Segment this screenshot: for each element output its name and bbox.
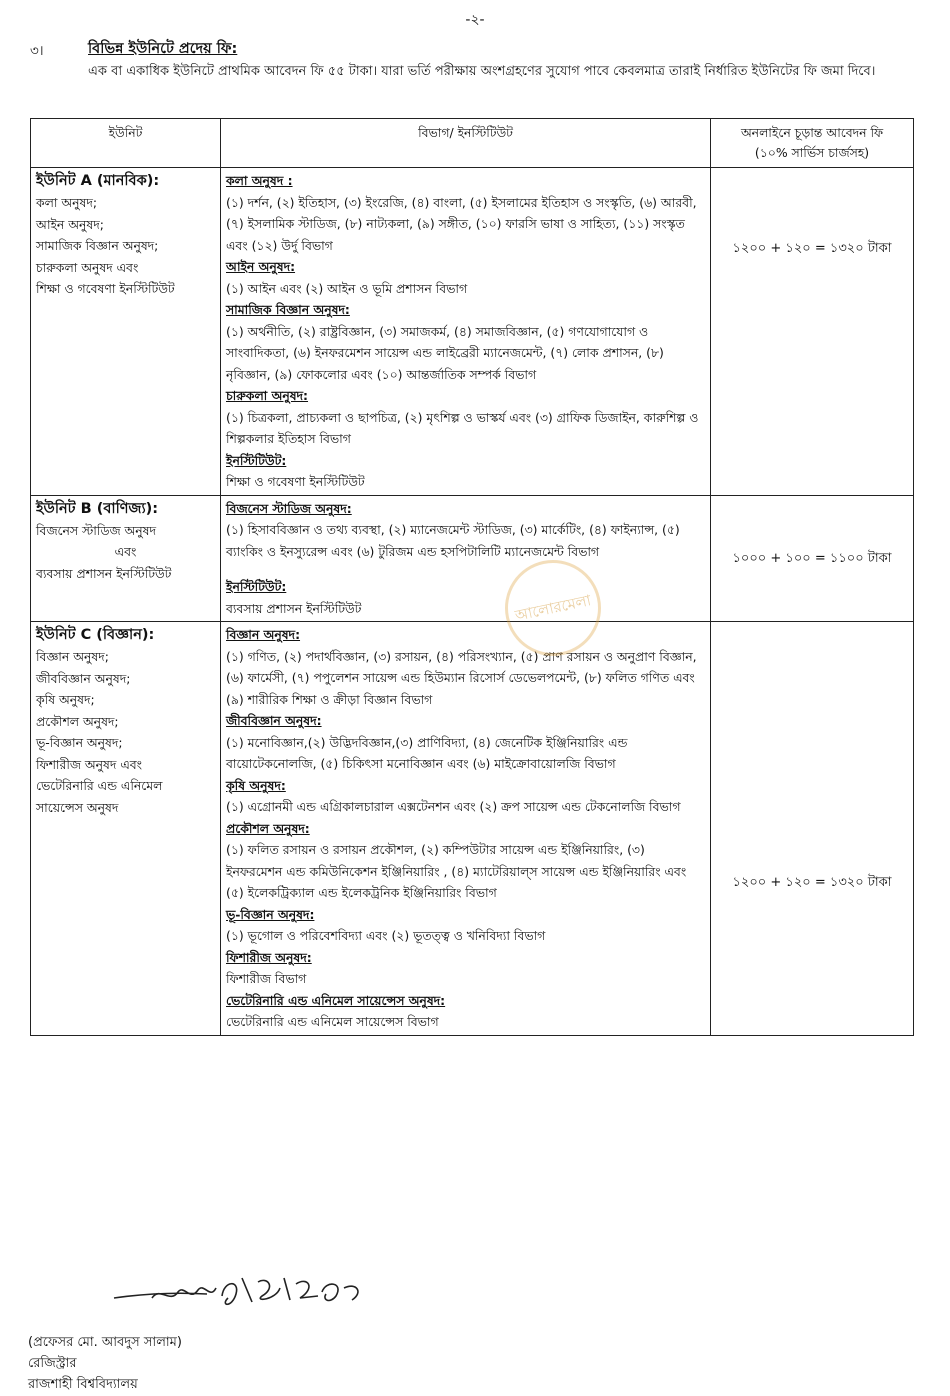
unit-b-line: এবং	[114, 544, 137, 559]
faculty-label: কলা অনুষদ :	[226, 173, 293, 188]
unit-c-cell	[31, 622, 221, 1036]
signatory-block	[28, 1332, 182, 1395]
faculty-departments: শিক্ষা ও গবেষণা ইনস্টিটিউট	[226, 474, 365, 489]
unit-c-line: বিজ্ঞান অনুষদ;	[36, 649, 109, 664]
unit-c-departments	[221, 622, 711, 1036]
header-department: বিভাগ/ ইনস্টিটিউট	[221, 119, 711, 168]
faculty-departments: ব্যবসায় প্রশাসন ইনস্টিটিউট	[226, 600, 362, 616]
faculty-departments: (১) চিত্রকলা, প্রাচ্যকলা ও ছাপচিত্র, (২) মৃৎশিল্প ও ভাস্কর্য এবং (৩) গ্রাফিক ডিজাইন, কারুশিল্প ও শিল্পকলার ইতিহাস বিভাগ	[226, 409, 699, 446]
faculty-departments: ফিশারীজ বিভাগ	[226, 971, 307, 986]
unit-a-line: সামাজিক বিজ্ঞান অনুষদ;	[36, 238, 159, 253]
faculty-departments: (১) অর্থনীতি, (২) রাষ্ট্রবিজ্ঞান, (৩) সমাজকর্ম, (৪) সমাজবিজ্ঞান, (৫) গণযোগাযোগ ও সাংবাদিকতা, (৬) ইনফরমেশন সায়েন্স এন্ড লাইব্রেরী ম্যানেজমেন্ট, (৭) লোক প্রশাসন, (৮) নৃবিজ্ঞান, (৯) ফোকলোর এবং (১০) আন্তর্জাতিক সম্পর্ক বিভাগ	[226, 323, 664, 382]
faculty-label: জীববিজ্ঞান অনুষদ:	[226, 713, 322, 728]
faculty-label: ফিশারীজ অনুষদ:	[226, 949, 312, 965]
faculty-label: চারুকলা অনুষদ:	[226, 388, 309, 403]
header-fee	[711, 119, 914, 168]
unit-c-line: সায়েন্সেস অনুষদ	[36, 799, 119, 815]
faculty-departments: (১) দর্শন, (২) ইতিহাস, (৩) ইংরেজি, (৪) বাংলা, (৫) ইসলামের ইতিহাস ও সংস্কৃতি, (৬) আরবী, (৭) ইসলামিক স্টাডিজ, (৮) নাট্যকলা, (৯) সঙ্গীত, (১০) ফারসি ভাষা ও সাহিত্য, (১১) সংস্কৃত এবং (১২) উর্দু বিভাগ	[226, 194, 697, 253]
unit-b-fee: ১০০০ + ১০০ = ১১০০ টাকা	[711, 495, 914, 622]
header-fee-line1: অনলাইনে চূড়ান্ত আবেদন ফি	[740, 125, 884, 140]
faculty-label: সামাজিক বিজ্ঞান অনুষদ:	[226, 302, 350, 317]
unit-c-line: ভেটেরিনারি এন্ড এনিমেল	[36, 778, 163, 793]
header-fee-line2: (১০% সার্ভিস চার্জসহ)	[754, 145, 870, 160]
faculty-departments: ভেটেরিনারি এন্ড এনিমেল সায়েন্সেস বিভাগ	[226, 1014, 439, 1029]
signatory-designation: রেজিস্ট্রার	[28, 1356, 77, 1371]
unit-c-line: ফিশারীজ অনুষদ এবং	[36, 756, 142, 772]
unit-a-line: আইন অনুষদ;	[36, 216, 104, 232]
table-header-row	[31, 119, 914, 168]
faculty-label: ইনস্টিটিউট:	[226, 452, 287, 468]
unit-a-cell	[31, 168, 221, 496]
faculty-departments: (১) মনোবিজ্ঞান,(২) উদ্ভিদবিজ্ঞান,(৩) প্রাণিবিদ্যা, (৪) জেনেটিক ইঞ্জিনিয়ারিং এন্ড বায়োটেকনোলজি, (৫) চিকিৎসা মনোবিজ্ঞান এবং (৬) মাইক্রোবায়োলজি বিভাগ	[226, 734, 628, 771]
unit-c-line: কৃষি অনুষদ;	[36, 692, 95, 707]
signature-image	[112, 1258, 372, 1328]
faculty-departments: (১) হিসাববিজ্ঞান ও তথ্য ব্যবস্থা, (২) ম্যানেজমেন্ট স্টাডিজ, (৩) মার্কেটিং, (৪) ফাইন্যান্স, (৫) ব্যাংকিং ও ইনস্যুরেন্স এবং (৬) টুরিজম এন্ড হসপিটালিটি ম্যানেজমেন্ট বিভাগ	[226, 522, 680, 559]
unit-a-line: চারুকলা অনুষদ এবং	[36, 259, 139, 275]
header-unit: ইউনিট	[31, 119, 221, 168]
unit-b-line: ব্যবসায় প্রশাসন ইনস্টিটিউট	[36, 565, 172, 581]
unit-b-title: ইউনিট B (বাণিজ্য):	[36, 500, 159, 517]
unit-a-fee: ১২০০ + ১২০ = ১৩২০ টাকা	[711, 168, 914, 496]
faculty-departments: (১) ভূগোল ও পরিবেশবিদ্যা এবং (২) ভূতত্ত্ব ও খনিবিদ্যা বিভাগ	[226, 928, 546, 943]
unit-a-title: ইউনিট A (মানবিক):	[36, 173, 160, 189]
faculty-departments: (১) আইন এবং (২) আইন ও ভূমি প্রশাসন বিভাগ	[226, 280, 468, 296]
faculty-label: কৃষি অনুষদ:	[226, 777, 286, 793]
page-number: -২-	[465, 12, 485, 28]
faculty-departments: (১) ফলিত রসায়ন ও রসায়ন প্রকৌশল, (২) কম্পিউটার সায়েন্স এন্ড ইঞ্জিনিয়ারিং, (৩) ইনফরমেশন এন্ড কমিউনিকেশন ইঞ্জিনিয়ারিং , (৪) ম্যাটেরিয়াল্স সায়েন্স এন্ড ইঞ্জিনিয়ারিং এবং (৫) ইলেকট্রিক্যাল এন্ড ইলেকট্রনিক ইঞ্জিনিয়ারিং বিভাগ	[226, 842, 687, 900]
unit-a-line: শিক্ষা ও গবেষণা ইনস্টিটিউট	[36, 281, 175, 296]
faculty-departments: (১) গণিত, (২) পদার্থবিজ্ঞান, (৩) রসায়ন, (৪) পরিসংখ্যান, (৫) প্রাণ রসায়ন ও অনুপ্রাণ বিজ্ঞান, (৬) ফার্মেসী, (৭) পপুলেশন সায়েন্স এন্ড হিউম্যান রিসোর্স ডেভেলপমেন্ট, (৮) ফলিত গণিত এবং (৯) শারীরিক শিক্ষা ও ক্রীড়া বিজ্ঞান বিভাগ	[226, 648, 697, 707]
table-row-unit-a	[31, 168, 914, 496]
faculty-label: আইন অনুষদ:	[226, 259, 296, 274]
table-row-unit-c	[31, 622, 914, 1036]
faculty-departments: (১) এগ্রোনমী এন্ড এগ্রিকালচারাল এক্সটেনশন এবং (২) ক্রপ সায়েন্স এন্ড টেকনোলজি বিভাগ	[226, 799, 681, 814]
faculty-label: ইনস্টিটিউট:	[226, 579, 287, 594]
faculty-label: প্রকৌশল অনুষদ:	[226, 820, 310, 836]
watermark-stamp: আলোরমেলা	[496, 551, 610, 665]
section-paragraph: এক বা একাধিক ইউনিটে প্রাথমিক আবেদন ফি ৫৫ টাকা। যারা ভর্তি পরীক্ষায় অংশগ্রহণের সুযোগ পাবে কেবলমাত্র তারাই নির্ধারিত ইউনিটের ফি জমা দিবে।	[88, 64, 876, 79]
fee-table	[30, 118, 914, 1036]
faculty-label: ভেটেরিনারি এন্ড এনিমেল সায়েন্সেস অনুষদ:	[226, 992, 446, 1008]
unit-c-line: ভূ-বিজ্ঞান অনুষদ;	[36, 735, 123, 750]
signatory-name: (প্রফেসর মো. আবদুস সালাম)	[28, 1335, 182, 1350]
unit-c-line: জীববিজ্ঞান অনুষদ;	[36, 670, 131, 686]
section-title: বিভিন্ন ইউনিটে প্রদেয় ফি:	[88, 41, 238, 57]
unit-c-line: প্রকৌশল অনুষদ;	[36, 713, 119, 729]
unit-c-fee: ১২০০ + ১২০ = ১৩২০ টাকা	[711, 622, 914, 1036]
faculty-label: বিজ্ঞান অনুষদ:	[226, 627, 301, 642]
unit-a-line: কলা অনুষদ;	[36, 195, 98, 210]
faculty-label: বিজনেস স্টাডিজ অনুষদ:	[226, 500, 352, 516]
section-number: ৩।	[30, 43, 44, 59]
unit-b-cell	[31, 495, 221, 622]
signatory-organization: রাজশাহী বিশ্ববিদ্যালয়	[28, 1377, 138, 1392]
unit-c-title: ইউনিট C (বিজ্ঞান):	[36, 627, 155, 643]
table-row-unit-b	[31, 495, 914, 622]
unit-b-line: বিজনেস স্টাডিজ অনুষদ	[36, 522, 157, 538]
unit-b-departments	[221, 495, 711, 622]
faculty-label: ভূ-বিজ্ঞান অনুষদ:	[226, 906, 315, 922]
unit-a-departments	[221, 168, 711, 496]
